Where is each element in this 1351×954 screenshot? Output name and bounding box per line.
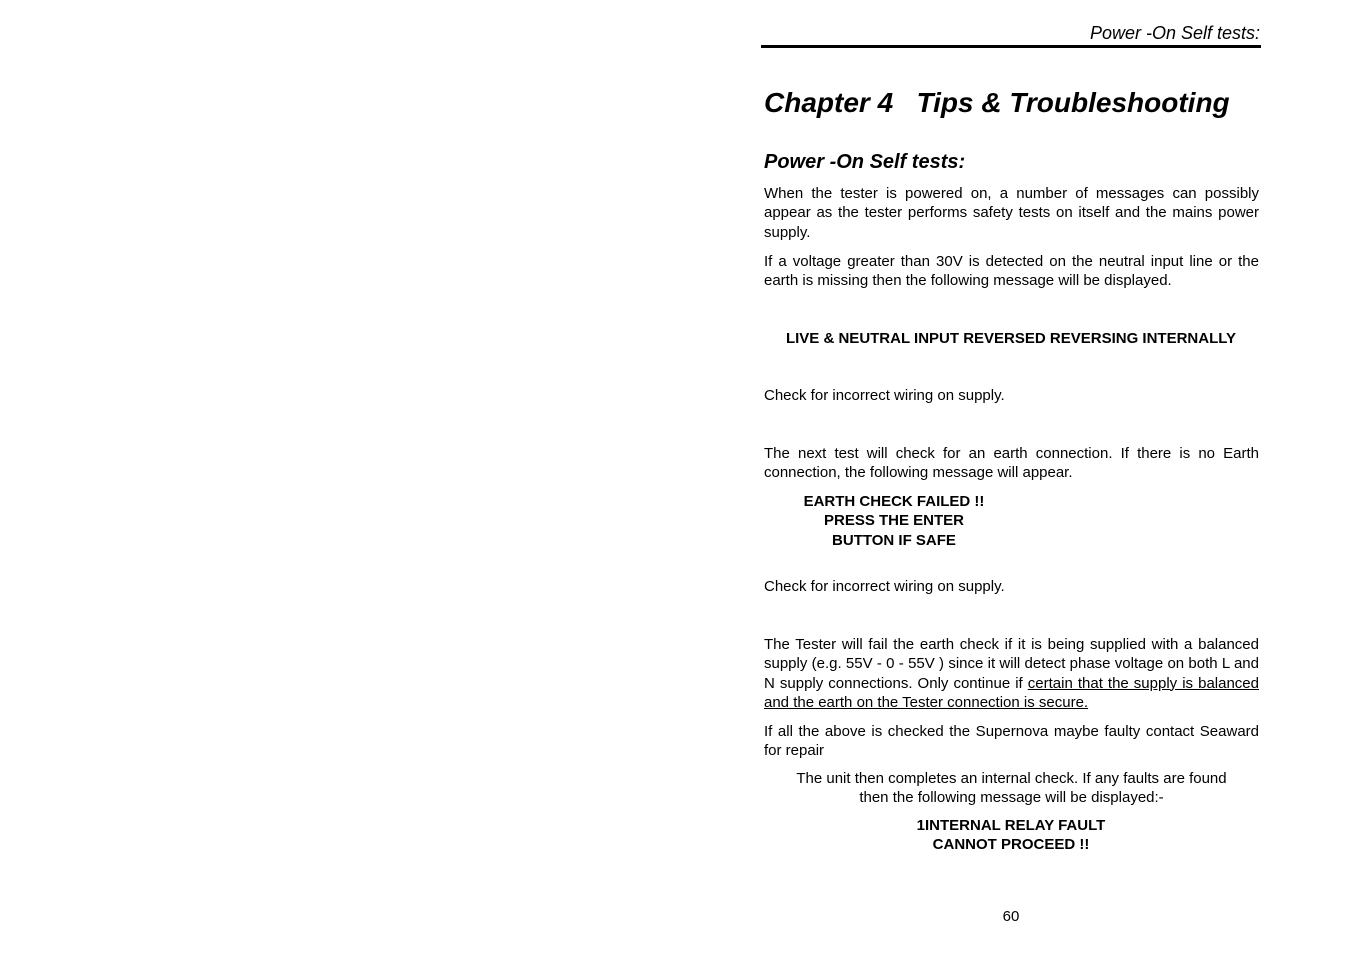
- earth-check-message: [794, 492, 994, 550]
- relay-message-line: CANNOT PROCEED !!: [932, 836, 1090, 854]
- earth-message-line: EARTH CHECK FAILED !!: [803, 493, 985, 510]
- balanced-supply-text: The Tester will fail the earth check if it is being supplied with a balanced supply (e.g. 55V - 0 - 55V ) since it will detect phase voltage on both L and N supply connections. Only continue if: [764, 636, 1259, 692]
- check-wiring-note-2: Check for incorrect wiring on supply.: [764, 578, 1005, 595]
- balanced-supply-warning: certain that the supply is balanced and the earth on the Tester connection is secure.: [764, 674, 1259, 711]
- running-header: Power -On Self tests:: [1089, 23, 1260, 43]
- relay-fault-message: [761, 816, 1261, 855]
- page-number: 60: [1002, 908, 1020, 925]
- internal-check-line: then the following message will be displayed:-: [859, 789, 1164, 807]
- internal-check-paragraph: [764, 769, 1259, 808]
- chapter-title: Chapter 4 Tips & Troubleshooting: [764, 87, 1230, 118]
- intro-paragraph: When the tester is powered on, a number of messages can possibly appear as the tester performs safety tests on itself and the mains power supply.: [764, 185, 1259, 241]
- repair-paragraph: If all the above is checked the Supernova maybe faulty contact Seaward for repair: [764, 723, 1259, 760]
- check-wiring-note-1: Check for incorrect wiring on supply.: [764, 387, 1005, 404]
- reversed-message: LIVE & NEUTRAL INPUT REVERSED REVERSING INTERNALLY: [785, 330, 1237, 347]
- manual-page: [761, 0, 1261, 954]
- earth-message-line: BUTTON IF SAFE: [832, 531, 956, 549]
- earth-message-line: PRESS THE ENTER: [823, 512, 965, 530]
- header-rule: [761, 45, 1261, 48]
- earth-test-paragraph: The next test will check for an earth connection. If there is no Earth connection, the following message will appear.: [764, 445, 1259, 482]
- voltage-paragraph: If a voltage greater than 30V is detected on the neutral input line or the earth is missing then the following message will be displayed.: [764, 253, 1259, 290]
- internal-check-line: The unit then completes an internal check. If any faults are found: [796, 770, 1227, 787]
- relay-message-line: 1INTERNAL RELAY FAULT: [916, 817, 1106, 834]
- balanced-supply-paragraph: [764, 635, 1259, 712]
- section-title: Power -On Self tests:: [764, 151, 966, 173]
